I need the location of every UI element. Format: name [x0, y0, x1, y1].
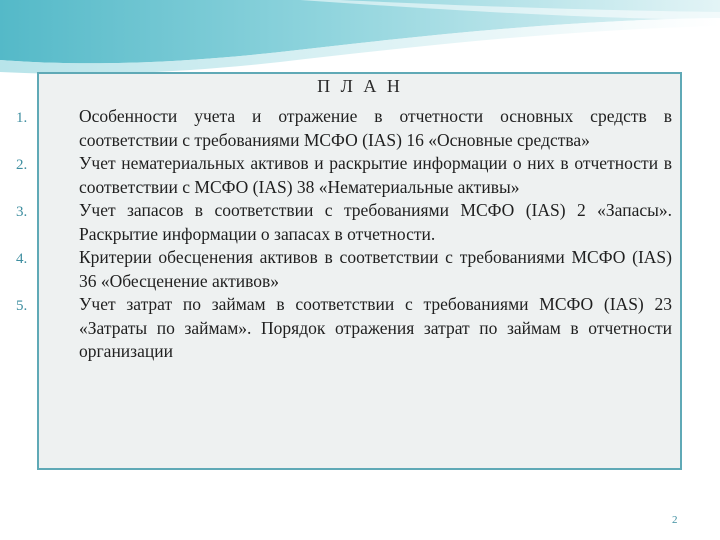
- list-item-text: Особенности учета и отражение в отчетности основных средств в соответствии с требованиями МСФО (IAS) 16 «Основные средства»: [79, 106, 672, 150]
- list-item-number: 4.: [16, 251, 28, 267]
- list-item: [0, 293, 720, 364]
- list-item-number: 1.: [16, 110, 28, 126]
- page-number: 2: [672, 514, 678, 526]
- list-item: [0, 199, 720, 246]
- list-item-text: Учет запасов в соответствии с требованиями МСФО (IAS) 2 «Запасы». Раскрытие информации о запасах в отчетности.: [79, 200, 672, 244]
- page-title: П Л А Н: [317, 76, 403, 96]
- list-item-text: Критерии обесценения активов в соответствии с требованиями МСФО (IAS) 36 «Обесценение активов»: [79, 247, 672, 291]
- list-item: [0, 246, 720, 293]
- list-item: [0, 105, 720, 152]
- list-item-number: 2.: [16, 157, 28, 173]
- list-item: [0, 152, 720, 199]
- list-item-number: 5.: [16, 298, 28, 314]
- list-item-text: Учет нематериальных активов и раскрытие информации о них в отчетности в соответствии с МСФО (IAS) 38 «Нематериальные активы»: [79, 153, 672, 197]
- list-item-number: 3.: [16, 204, 28, 220]
- list-item-text: Учет затрат по займам в соответствии с требованиями МСФО (IAS) 23 «Затраты по займам». Порядок отражения затрат по займам в отчетности организации: [79, 294, 672, 361]
- plan-list: [0, 105, 720, 364]
